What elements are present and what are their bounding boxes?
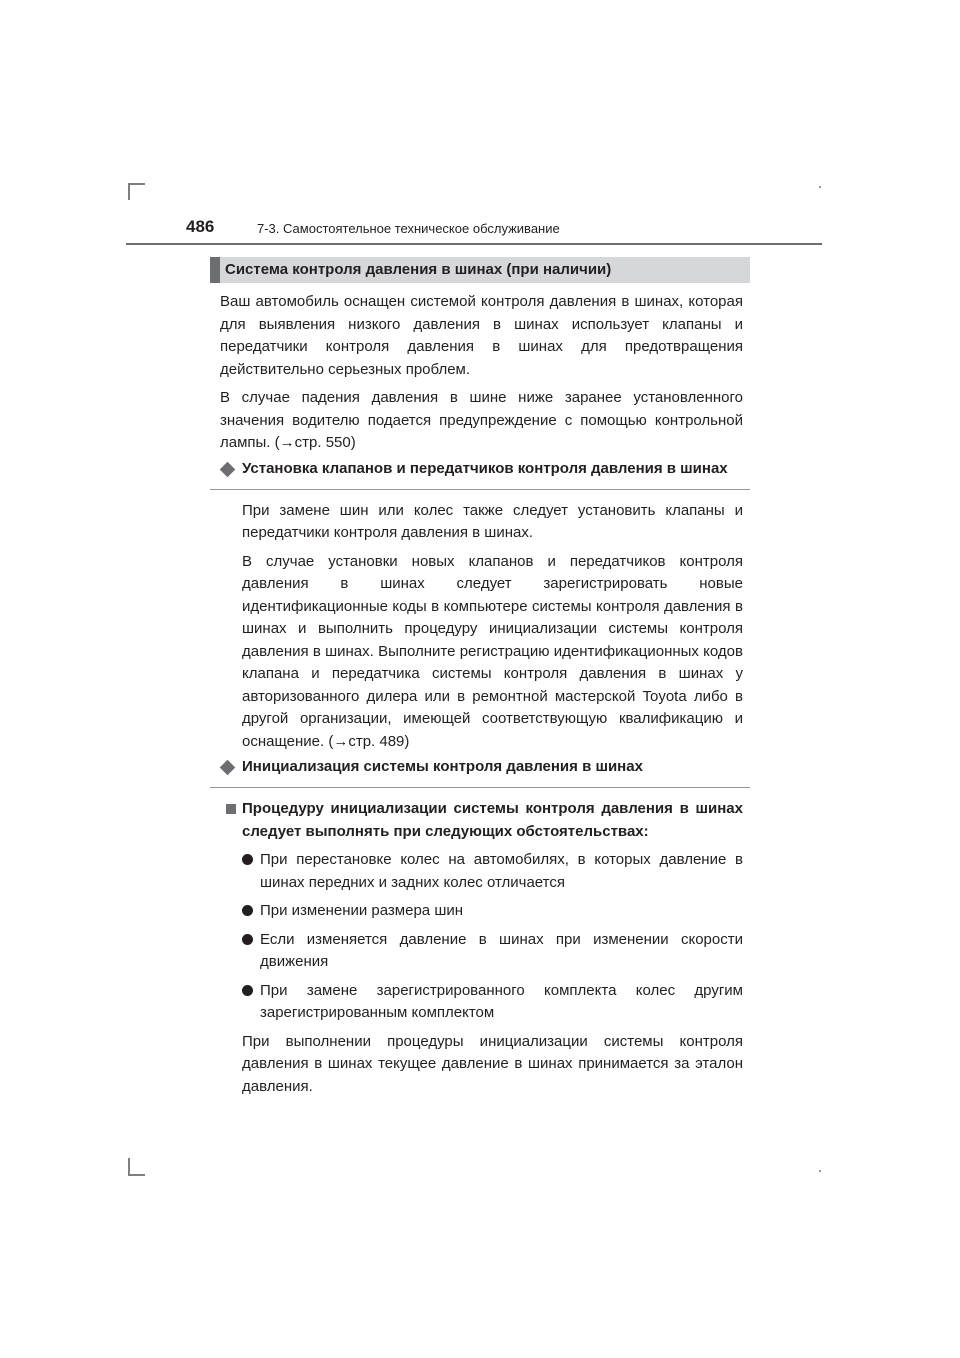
crop-mark-bottom-right (819, 1170, 821, 1172)
list-item-text: При изменении размера шин (260, 902, 464, 919)
section-title: Система контроля давления в шинах (при наличии) (225, 261, 612, 278)
diamond-bullet-icon (220, 461, 236, 477)
crop-mark-top-right (819, 186, 821, 188)
page-content (210, 257, 750, 1104)
valves-paragraph-2: В случае установки новых клапанов и передатчиков контроля давления в шинах следует зарегистрировать новые идентификационные коды в компьютере системы контроля давления в шинах и выполнить процедуру инициализации системы контроля давления в шинах. Выполните регистрацию идентификационных кодов клапана и передатчика системы контроля давления в шинах у авторизованного дилера или в ремонтной мастерской Toyota либо в другой организации, имеющей соответствующую квалификацию и оснащение. (→стр. 489) (242, 552, 743, 750)
list-item (210, 849, 750, 894)
round-bullet-icon (242, 934, 253, 945)
list-item (210, 980, 750, 1025)
round-bullet-icon (242, 985, 253, 996)
round-bullet-icon (242, 854, 253, 865)
list-item-text: При перестановке колес на автомобилях, в которых давление в шинах передних и задних колес отличается (260, 851, 743, 891)
subsection-heading-label: Установка клапанов и передатчиков контроля давления в шинах (242, 459, 728, 477)
intro-paragraph-1: Ваш автомобиль оснащен системой контроля давления в шинах, которая для выявления низкого давления в шинах использует клапаны и передатчики контроля давления в шинах для предотвращения действительно серьезных проблем. (220, 293, 743, 378)
initialization-closing-paragraph: При выполнении процедуры инициализации системы контроля давления в шинах текущее давление в шинах принимается за эталон давления. (242, 1032, 743, 1095)
page-number: 486 (186, 217, 215, 236)
diamond-bullet-icon (220, 760, 236, 776)
crop-mark-top-left-horizontal (128, 183, 145, 185)
list-item-text: Если изменяется давление в шинах при изменении скорости движения (260, 930, 743, 970)
intro-paragraph-2: В случае падения давления в шине ниже заранее установленного значения водителю подается предупреждение с помощью контрольной лампы. (→стр. 550) (220, 389, 743, 451)
list-item (210, 929, 750, 974)
header-rule (126, 243, 822, 245)
subsection-heading-initialization (210, 759, 750, 788)
running-section-title: 7-3. Самостоятельное техническое обслуживание (257, 221, 560, 236)
crop-mark-bottom-left-horizontal (128, 1174, 145, 1176)
subsection-heading-label: Инициализация системы контроля давления в шинах (242, 758, 643, 775)
valves-paragraph-1: При замене шин или колес также следует установить клапаны и передатчики контроля давления в шинах. (242, 501, 743, 541)
square-bullet-icon (226, 804, 236, 814)
crop-mark-top-left-vertical (128, 183, 130, 200)
list-item (210, 900, 750, 923)
square-heading-text: Процедуру инициализации системы контроля давления в шинах следует выполнять при следующих обстоятельствах: (242, 800, 743, 840)
section-title-bar (210, 257, 750, 283)
list-item-text: При замене зарегистрированного комплекта колес другим зарегистрированным комплектом (260, 981, 743, 1021)
subsection-heading-valves (210, 461, 750, 490)
round-bullet-icon (242, 905, 253, 916)
square-bullet-heading (210, 798, 750, 843)
